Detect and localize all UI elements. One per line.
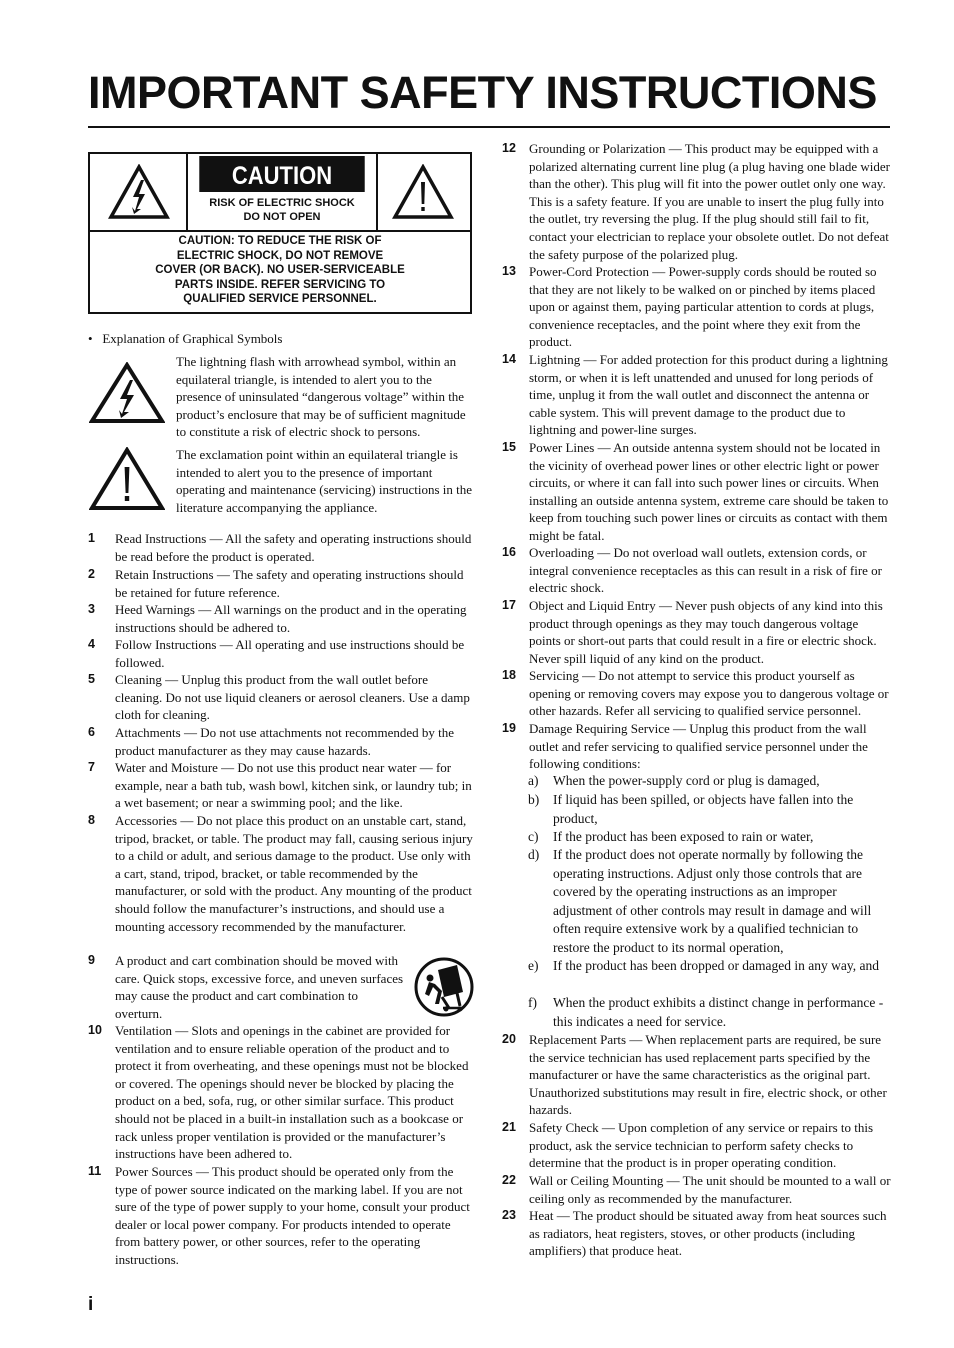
item-number: 5 <box>88 672 95 686</box>
caution-center <box>188 154 376 230</box>
page-title: IMPORTANT SAFETY INSTRUCTIONS <box>88 67 877 118</box>
condition-letter: c) <box>528 829 539 844</box>
item-text: Cleaning — Unplug this product from the wall outlet before cleaning. Do not use liquid cleaners or aerosol cleaners. Use a damp cloth for cleaning. <box>115 672 470 723</box>
caution-box-top <box>90 154 470 232</box>
item-text: Lightning — For added protection for this product during a lightning storm, or when it is left unattended and unused for long periods of time, unplug it from the wall outlet and disconnect the antenna or cable system. This will prevent damage to the product due to lightning and power-line surges. <box>529 352 888 438</box>
item-text: Grounding or Polarization — This product may be equipped with a polarized alternating current line plug (a plug having one blade wider than the other). This plug will fit into the power outlet only one way. This is a safety feature. If you are unable to insert the plug fully into the outlet, try reversing the plug. If the plug should still fail to fit, contact your electrician to replace your obsolete outlet. Do not defeat the safety purpose of the polarized plug. <box>529 141 890 262</box>
condition-text: When the product exhibits a distinct change in performance - this indicates a need for service. <box>553 995 884 1029</box>
title-rule <box>88 126 890 128</box>
exclamation-triangle-icon <box>89 447 165 511</box>
caution-exclamation-cell <box>376 154 470 230</box>
lightning-triangle-icon <box>108 164 170 220</box>
risk-text <box>188 196 376 224</box>
item-text: Power Sources — This product should be operated only from the type of power source indicated on the marking label. If you are not sure of the type of power supply to your home, consult your product dealer or local power company. For products intended to operate from battery power, or other sources, refer to the operating instructions. <box>115 1164 470 1267</box>
condition-text: If liquid has been spilled, or objects have fallen into the product, <box>553 792 854 826</box>
condition-text: If the product does not operate normally by following the operating instructions. Adjust only those controls that are covered by the operating instructions as an improper adjustment of other controls may result in damage and will often require extensive work by a qualified technician to restore the product to its normal operation, <box>553 847 872 955</box>
item-number: 21 <box>502 1120 516 1134</box>
item-text: Read Instructions — All the safety and operating instructions should be read before the product is operated. <box>115 531 472 564</box>
item-text: Power-Cord Protection — Power-supply cords should be routed so that they are not likely to be walked on or pinched by items placed upon or against them, paying particular attention to cords at plugs, convenience receptacles, and the point where they exit from the product. <box>529 264 877 350</box>
item-number: 16 <box>502 545 516 559</box>
item-text: Ventilation — Slots and openings in the cabinet are provided for ventilation and to ensure reliable operation of the product and to protect it from overheating, and these openings must not be blocked or covered. The openings should never be blocked by placing the product on a bed, sofa, rug, or other similar surface. This product should not be placed in a built-in installation such as a bookcase or rack unless proper ventilation is provided or the manufacturer’s instructions have been adhered to. <box>115 1023 469 1162</box>
item-text: Overloading — Do not overload wall outlets, extension cords, or integral convenience receptacles as this can result in a risk of fire or electric shock. <box>529 545 883 596</box>
item-number: 22 <box>502 1173 516 1187</box>
exclamation-triangle-icon <box>392 164 454 220</box>
condition-letter: e) <box>528 958 539 973</box>
caution-body-line: QUALIFIED SERVICE PERSONNEL. <box>183 293 377 305</box>
item-number: 13 <box>502 264 516 278</box>
condition-text: When the power-supply cord or plug is damaged, <box>553 773 820 788</box>
item-text: Servicing — Do not attempt to service this product yourself as opening or removing covers may expose you to dangerous voltage or other hazards. Refer all servicing to qualified service personnel. <box>529 668 889 719</box>
item-number: 2 <box>88 567 95 581</box>
item-number: 8 <box>88 813 95 827</box>
exclamation-explanation: The exclamation point within an equilateral triangle is intended to alert you to the presence of important operating and maintenance (servicing) instructions in the literature accompanying the appliance. <box>176 447 473 515</box>
item-text: Replacement Parts — When replacement parts are required, be sure the service technician has used replacement parts specified by the manufacturer or have the same characteristics as the original part. Unauthorized substitutions may result in fire, electric shock, or other hazards. <box>529 1032 887 1118</box>
caution-body-line: PARTS INSIDE. REFER SERVICING TO <box>174 278 386 291</box>
item-number: 9 <box>88 953 95 967</box>
item-number: 1 <box>88 531 95 545</box>
lightning-explanation: The lightning flash with arrowhead symbol, within an equilateral triangle, is intended to alert you to the presence of uninsulated “dangerous voltage” within the product’s enclosure that may be of sufficient magnitude to constitute a risk of electric shock to persons. <box>176 354 466 440</box>
bullet: • <box>88 331 93 346</box>
item-text: Attachments — Do not use attachments not recommended by the product manufacturer as they may cause hazards. <box>115 725 454 758</box>
item-number: 12 <box>502 141 516 155</box>
symbols-heading-text: Explanation of Graphical Symbols <box>102 331 283 346</box>
risk-line: DO NOT OPEN <box>243 211 321 223</box>
item-text: Object and Liquid Entry — Never push objects of any kind into this product through openings as they may touch dangerous voltage points or short-out parts that could result in a fire or electric shock. Never spill liquid of any kind on the product. <box>529 598 883 666</box>
condition-letter: a) <box>528 773 539 788</box>
item-number: 15 <box>502 440 516 454</box>
item-text: Heat — The product should be situated away from heat sources such as radiators, heat registers, stoves, or other products (including amplifiers) that produce heat. <box>529 1208 887 1259</box>
caution-box <box>88 152 472 314</box>
item-text: Safety Check — Upon completion of any service or repairs to this product, ask the service technician to perform safety checks to determine that the product is in proper operating condition. <box>529 1120 874 1171</box>
item-number: 7 <box>88 760 95 774</box>
item-text: Retain Instructions — The safety and operating instructions should be retained for future reference. <box>115 567 464 600</box>
item-number: 4 <box>88 637 95 651</box>
condition-text: If the product has been dropped or damaged in any way, and <box>553 958 880 973</box>
caution-body-line: COVER (OR BACK). NO USER-SERVICEABLE <box>155 264 405 276</box>
item-number: 3 <box>88 602 95 616</box>
item-text: Water and Moisture — Do not use this product near water — for example, near a bath tub, wash bowl, kitchen sink, or laundry tub; in a wet basement; or near a swimming pool; and the like. <box>115 760 472 811</box>
item-number: 6 <box>88 725 95 739</box>
item-text: Power Lines — An outside antenna system should not be located in the vicinity of overhead power lines or other electric light or power circuits, or where it can fall into such power lines or circuits. When installing an outside antenna system, extreme care should be taken to keep from touching such power lines or circuits as contact with them might be fatal. <box>529 440 889 543</box>
page-number: i <box>88 1294 94 1315</box>
item-number: 18 <box>502 668 516 682</box>
item-number: 10 <box>88 1023 102 1037</box>
cart-tip-over-icon <box>413 956 475 1018</box>
item-number: 14 <box>502 352 516 366</box>
item-number: 17 <box>502 598 516 612</box>
condition-letter: f) <box>528 995 537 1010</box>
caution-label: CAUTION <box>199 156 364 192</box>
item-text: Accessories — Do not place this product on an unstable cart, stand, tripod, bracket, or table. The product may fall, causing serious injury to a child or adult, and serious damage to the product. Use only with a cart, stand, tripod, bracket, or table recommended by the manufacturer, or sold with the product. Any mounting of the product should follow the manufacturer’s instructions, and should use a mounting accessory recommended by the manufacturer. <box>115 813 473 934</box>
caution-lightning-cell <box>90 154 188 230</box>
condition-text: If the product has been exposed to rain or water, <box>553 829 814 844</box>
risk-line: RISK OF ELECTRIC SHOCK <box>209 197 355 209</box>
item-text: Follow Instructions — All operating and use instructions should be followed. <box>115 637 465 670</box>
caution-body <box>90 234 470 307</box>
item-number: 19 <box>502 721 516 735</box>
item-text: Damage Requiring Service — Unplug this product from the wall outlet and refer servicing to qualified service personnel under the following conditions: <box>529 721 868 772</box>
item-number: 11 <box>88 1164 102 1178</box>
lightning-triangle-icon <box>89 362 165 424</box>
item-text: A product and cart combination should be moved with care. Quick stops, excessive force, and uneven surfaces may cause the product and cart combination to overturn. <box>115 953 404 1021</box>
symbols-heading <box>88 330 282 348</box>
condition-letter: b) <box>528 792 540 807</box>
caution-body-line: ELECTRIC SHOCK, DO NOT REMOVE <box>176 249 384 262</box>
item-number: 23 <box>502 1208 516 1222</box>
item-text: Wall or Ceiling Mounting — The unit should be mounted to a wall or ceiling only as recommended by the manufacturer. <box>529 1173 891 1206</box>
condition-letter: d) <box>528 847 540 862</box>
caution-body-line: CAUTION: TO REDUCE THE RISK OF <box>178 235 382 247</box>
item-number: 20 <box>502 1032 516 1046</box>
item-text: Heed Warnings — All warnings on the product and in the operating instructions should be adhered to. <box>115 602 467 635</box>
